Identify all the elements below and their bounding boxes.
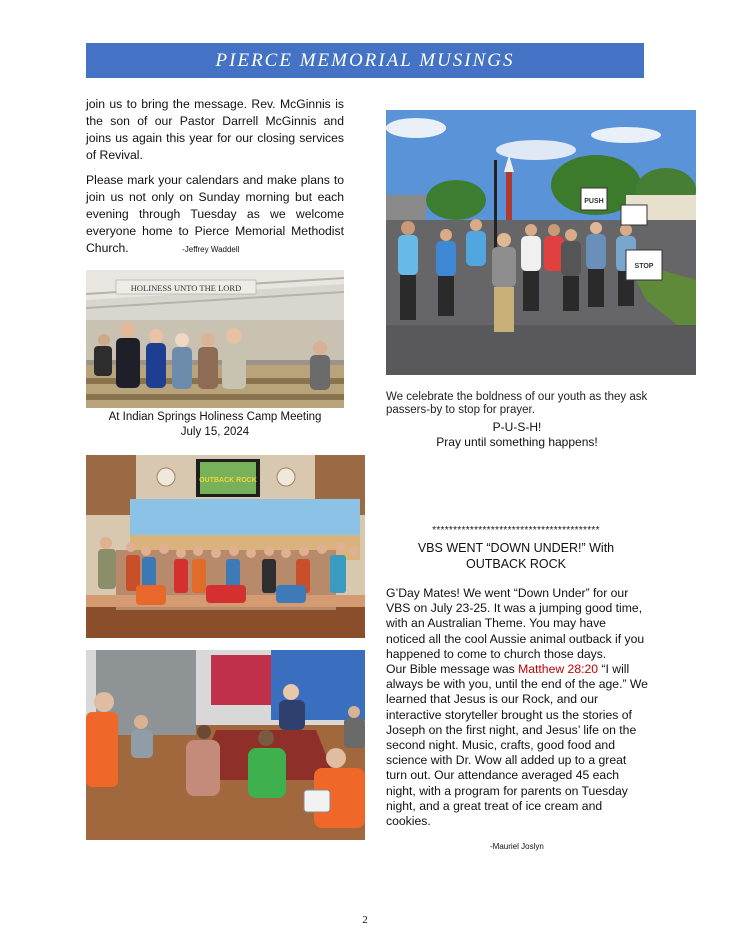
revival-paragraph-1: join us to bring the message. Rev. McGinnis is the son of our Pastor Darrell McGinnis and joins us again this year for our closing services of Revival. bbox=[86, 97, 344, 162]
vbs-title-line-2: OUTBACK ROCK bbox=[465, 557, 566, 571]
push-slogan bbox=[386, 420, 648, 450]
youth-sign-1: PUSH bbox=[584, 198, 604, 205]
vbs-article-title bbox=[386, 540, 646, 572]
vbs-title-line-1: VBS WENT “DOWN UNDER!” With bbox=[417, 541, 615, 555]
push-meaning: Pray until something happens! bbox=[436, 435, 598, 449]
scripture-reference: Matthew 28:20 bbox=[518, 662, 599, 677]
holiness-sign-text: HOLINESS UNTO THE LORD bbox=[130, 283, 242, 293]
youth-sign-2: STOP bbox=[634, 263, 654, 270]
youth-caption: We celebrate the boldness of our youth as they ask passers-by to stop for prayer. bbox=[386, 391, 648, 416]
revival-paragraph-2: Please mark your calendars and make plans to join us not only on Sunday morning but each evening through Tuesday as we welcome everyone home to Pierce Memorial Methodist Church. -Jeffrey Waddell bbox=[86, 173, 344, 255]
page-title-banner: PIERCE MEMORIAL MUSINGS bbox=[86, 43, 644, 78]
revival-signature: -Jeffrey Waddell bbox=[182, 245, 240, 254]
vbs-screen-text: OUTBACK ROCK bbox=[199, 477, 257, 484]
camp-caption-line-1: At Indian Springs Holiness Camp Meeting bbox=[108, 411, 322, 423]
revival-article bbox=[86, 96, 344, 266]
vbs-article-body bbox=[386, 586, 648, 829]
camp-meeting-photo bbox=[86, 270, 344, 408]
vbs-paragraph-2: Our Bible message was Matthew 28:20 “I will always be with you, until the end of the age.” We learned that Jesus is our Rock, and our interactive storyteller brought us the stories of Joseph on the first night, and Jesus’ life on the second night. Music, crafts, good food and science with Dr. Wow all added up to a great turn out. Our attendance averaged 45 each night, with a program for parents on Tuesday night, and a great treat of ice cream and cookies. bbox=[386, 662, 648, 829]
section-divider-stars: **************************************** bbox=[432, 525, 600, 536]
page-number: 2 bbox=[362, 914, 368, 926]
push-acronym: P-U-S-H! bbox=[492, 420, 542, 434]
youth-push-photo bbox=[386, 110, 696, 375]
camp-meeting-caption bbox=[86, 410, 344, 440]
camp-caption-line-2: July 15, 2024 bbox=[180, 426, 250, 438]
vbs-signature: -Mauriel Joslyn bbox=[490, 842, 544, 851]
vbs-storytelling-photo bbox=[86, 650, 365, 840]
vbs-paragraph-1: G’Day Mates! We went “Down Under” for our VBS on July 23-25. It was a jumping good time, with an Australian Theme. You may have noticed all the cool Aussie animal outback if you happened to come to church those days. bbox=[386, 586, 645, 661]
vbs-group-photo bbox=[86, 455, 365, 638]
